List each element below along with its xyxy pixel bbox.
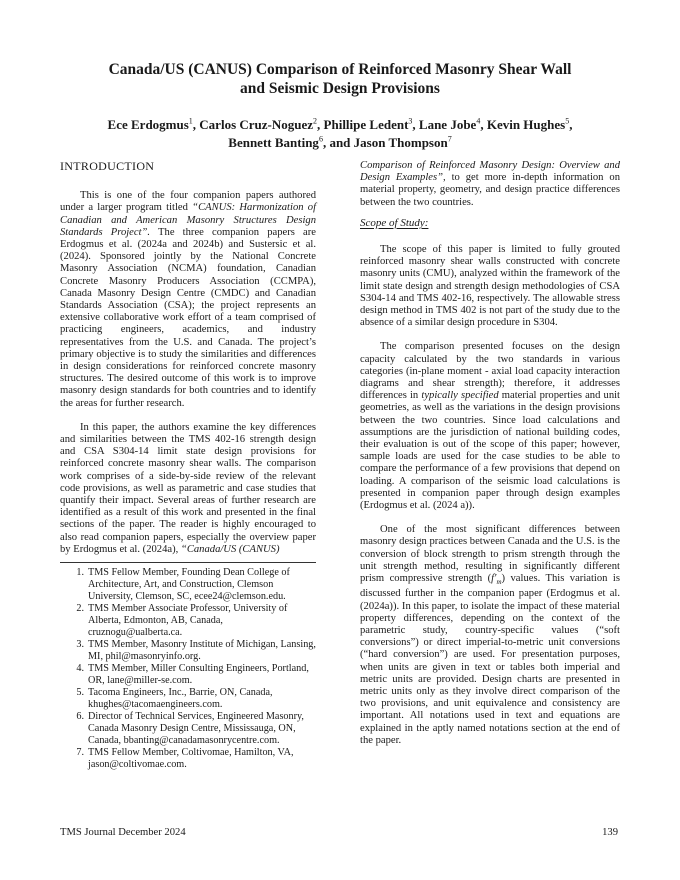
- footnote-item: [60, 639, 316, 663]
- paper-title: [60, 60, 620, 98]
- footnote-text: TMS Member Associate Professor, University of Alberta, Edmonton, AB, Canada, cruznogu@ualberta.ca.: [88, 603, 288, 639]
- author-name: Bennett Banting: [228, 135, 319, 150]
- author-separator: , and: [322, 135, 354, 150]
- footnote-number: 3.: [76, 639, 84, 651]
- footnote-number: 5.: [76, 687, 84, 699]
- text-run: to get more in-depth information on material property, geometry, and design practice differences between the two countries.: [360, 172, 620, 208]
- text-run: The comparison presented focuses on the design capacity calculated by the two standards in various categories (in-plane moment - axial load capacity interaction diagrams and shear strength); therefore, it addresses differences in: [360, 341, 620, 402]
- author-affiliation-mark: 7: [447, 134, 452, 144]
- text-run: ) values. This variation is discussed further in the companion paper (Erdogmus et al. (2024a)). In this paper, to isolate the impact of these material property differences, depending on the context of the parametric study, country-specific values (“soft conversions”) or direct imperial-to-metric unit conversions (“hard conversion”) are used. For presentation purposes, when units are given in text or tables both imperial and metric units are provided. Design charts are presented in metric units only as they involve direct comparison of the two provisions, and unit equivalence and consistency are important. All notations used in text and equations are explained in the aptly named notations section at the end of the paper.: [360, 573, 620, 746]
- intro-paragraph-1: [60, 190, 316, 410]
- journal-footer: TMS Journal December 2024: [60, 827, 186, 838]
- text-run: This is one of the four companion papers authored under a larger program titled: [60, 190, 316, 214]
- text-run: In this paper, the authors examine the key differences and similarities between the TMS 402-16 strength design and CSA S304-14 limit state design provisions for reinforced concrete masonry shear walls. The comparison work comprises of a side-by-side review of the relevant code provisions, as well as parametric and case studies that quantify their impact. Several areas of further research are identified as a result of this work and presented in the final sections of the paper. The reader is highly encouraged to also read companion papers, especially the overview paper by Erdogmus et al. (2024a),: [60, 421, 316, 555]
- footnote-divider: [60, 562, 316, 563]
- author-separator: ,: [412, 117, 419, 132]
- intro-paragraph-2-continued: [360, 160, 620, 209]
- footnote-text: Director of Technical Services, Engineered Masonry, Canada Masonry Design Centre, Mississauga, ON, Canada, bbanting@canadamasonrycentre.com.: [88, 711, 304, 747]
- text-run: The three companion papers are Erdogmus et al. (2024a and 2024b) and Sustersic et al. (2024). Sponsored jointly by the National Concrete Masonry Association (NCMA) foundation, Canadian Concrete Masonry Producers Association (CCMPA), Canada Masonry Design Centre (CMDC) and Canadian Standards Association (CSA); the project represents an extensive collaborative work effort of a team comprised of practicing engineers, academics, and industry representatives from the U.S. and Canada. The project’s primary objective is to study the similarities and differences in design considerations for reinforced concrete masonry structures. The desired outcome of this work is to improve masonry design standards for both countries and to identify the areas for further research.: [60, 226, 316, 409]
- footnote-number: 7.: [76, 747, 84, 759]
- footnote-number: 1.: [76, 567, 84, 579]
- text-run: material properties and unit geometries, as well as the variations in the design provisions between the two countries. Since load calculations and assumptions are the jurisdiction of national building codes, their evaluation is out of the scope of this paper; however, sample loads are used for the case studies to be able to compare the performance of a few provisions that depend on loading. A comparison of the seismic load calculations is presented in companion paper through design examples (Erdogmus et al. (2024 a)).: [360, 390, 621, 512]
- footnote-number: 6.: [76, 711, 84, 723]
- footnote-text: TMS Fellow Member, Coltivomae, Hamilton, VA, jason@coltivomae.com.: [88, 747, 294, 771]
- author-name: Jason Thompson: [353, 135, 448, 150]
- author-line-2: [60, 134, 620, 152]
- footnote-number: 2.: [76, 603, 84, 615]
- author-affiliation-mark: 1: [188, 116, 193, 126]
- author-line-1: [60, 116, 620, 134]
- author-affiliation-mark: 5: [565, 116, 570, 126]
- author-separator: ,: [192, 117, 200, 132]
- scope-paragraph-1: The scope of this paper is limited to fully grouted reinforced masonry shear walls constructed with concrete masonry units (CMU), analyzed within the framework of the limit state design and strength design methodologies of CSA S304-14 and TMS 402-16, respectively. The allowable stress design method in TMS 402 is not part of the study due to the absence of a similar design procedure in S304.: [360, 244, 620, 329]
- footnote-item: [60, 603, 316, 639]
- right-column: [360, 160, 620, 747]
- text-run: One of the most significant differences between masonry design practices between Canada and the U.S. is the conversion of block strength to prism strength through the unit strength method, resulting in significantly different prism compressive strength (: [360, 524, 620, 585]
- footnote-item: [60, 663, 316, 687]
- prism-strength-subscript: m: [496, 578, 502, 587]
- footnote-text: TMS Member, Masonry Institute of Michigan, Lansing, MI, phil@masonryinfo.org.: [88, 639, 316, 663]
- author-affiliation-mark: 2: [313, 116, 318, 126]
- overview-paper-title-italic: “Canada/US (CANUS): [180, 543, 280, 555]
- prism-strength-symbol: f′: [491, 573, 497, 585]
- overview-paper-title-italic: Comparison of Reinforced Masonry Design: Overview and Design Examples”,: [360, 160, 620, 184]
- author-affiliation-mark: 4: [476, 116, 481, 126]
- footnote-text: TMS Member, Miller Consulting Engineers, Portland, OR, lane@miller-se.com.: [88, 663, 309, 687]
- footnote-item: [60, 567, 316, 603]
- title-line-1: Canada/US (CANUS) Comparison of Reinforced Masonry Shear Wall: [108, 61, 572, 78]
- scope-paragraph-2: [360, 341, 620, 512]
- author-name: Ece Erdogmus: [107, 117, 189, 132]
- footnote-number: 4.: [76, 663, 84, 675]
- footnote-text: Tacoma Engineers, Inc., Barrie, ON, Canada, khughes@tacomaengineers.com.: [88, 687, 273, 711]
- emphasis-italic: typically specified: [421, 390, 499, 402]
- title-line-2: and Seismic Design Provisions: [240, 80, 440, 97]
- footnote-text: TMS Fellow Member, Founding Dean College of Architecture, Art, and Construction, Clemson University, Clemson, SC, ecee24@clemson.edu.: [88, 567, 290, 603]
- footnote-item: [60, 687, 316, 711]
- scope-paragraph-3: [360, 524, 620, 747]
- section-heading-scope: Scope of Study:: [360, 216, 429, 229]
- author-separator: ,: [569, 117, 573, 132]
- author-name: Carlos Cruz-Noguez: [199, 117, 314, 132]
- footnote-list: [60, 567, 316, 771]
- section-heading-introduction: INTRODUCTION: [60, 159, 155, 173]
- author-affiliation-mark: 6: [318, 134, 323, 144]
- author-separator: ,: [480, 117, 487, 132]
- author-name: Phillipe Ledent: [323, 117, 409, 132]
- author-list: [60, 116, 620, 152]
- footnote-item: [60, 711, 316, 747]
- author-name: Kevin Hughes: [486, 117, 566, 132]
- author-name: Lane Jobe: [418, 117, 477, 132]
- page-number: 139: [602, 827, 618, 838]
- footnote-item: [60, 747, 316, 771]
- left-column: [60, 160, 316, 771]
- program-title-italic: “CANUS: Harmonization of Canadian and American Masonry Structures Design Standards Project”.: [60, 202, 317, 238]
- author-affiliation-mark: 3: [408, 116, 413, 126]
- author-separator: ,: [317, 117, 324, 132]
- intro-paragraph-2: [60, 422, 316, 556]
